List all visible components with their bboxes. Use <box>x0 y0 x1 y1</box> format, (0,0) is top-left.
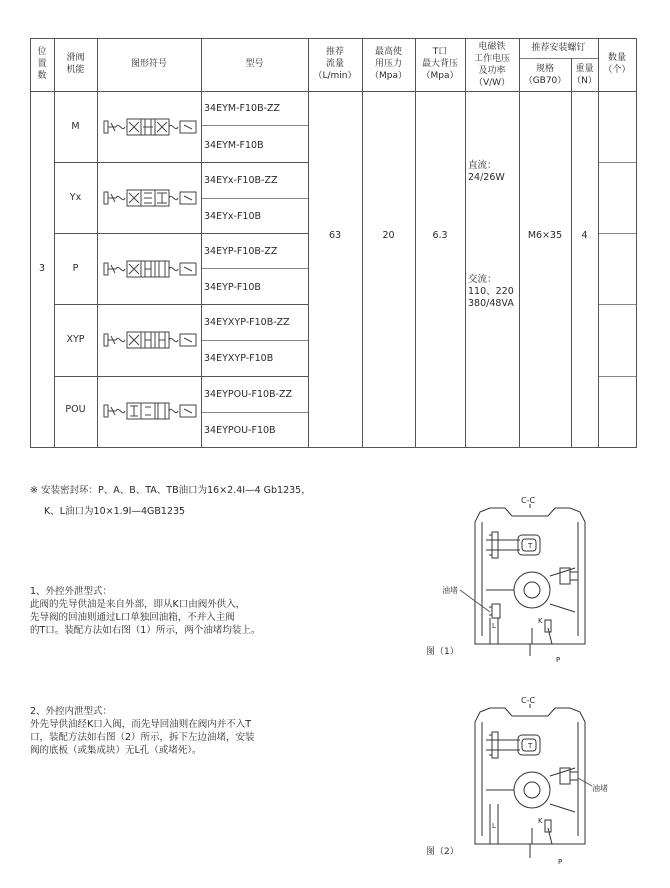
valve-symbol-xyp-icon <box>103 330 197 350</box>
header-symbol: 图形符号 <box>130 59 167 69</box>
figure-1 <box>420 494 610 672</box>
fig2-caption: 图（2） <box>426 847 459 857</box>
header-t-backpressure: T口 最大背压 （Mpa） <box>421 47 459 81</box>
model-row: 34EYM-F10B <box>204 140 264 151</box>
seal-note-line1: ※ 安装密封环：P、A、B、TA、TB油口为16×2.4Ⅰ—4 Gb1235， <box>30 485 311 496</box>
header-flow: 推荐 流量 （L/min） <box>313 47 357 81</box>
model-row: 34EYP-F10B-ZZ <box>204 246 278 257</box>
header-bolt-spec: 规格 （GB70） <box>523 64 567 86</box>
fig2-k-label: K <box>538 817 543 825</box>
internal-drain-line: 阀的底板（或集成块）无L孔（或堵死）。 <box>30 745 202 756</box>
header-max-pressure: 最高使 用压力 （Mpa） <box>370 47 407 81</box>
fig2-t-label: T <box>528 742 533 750</box>
backpressure-value: 6.3 <box>432 230 448 241</box>
header-spool-function: 滑阀 机能 <box>66 53 85 75</box>
model-row: 34EYx-F10B-ZZ <box>204 175 278 186</box>
header-solenoid: 电磁铁 工作电压 及功率 （V/W） <box>473 42 511 88</box>
voltage-dc: 直流： 24/26W <box>468 160 505 183</box>
header-bolt-qty: 重量 （N） <box>572 64 597 86</box>
model-row: 34EYM-F10B-ZZ <box>204 103 281 114</box>
fig1-p-label: P <box>556 656 561 664</box>
function-m: M <box>71 121 80 132</box>
fig2-section-label: C-C <box>521 696 536 705</box>
internal-drain-line: 口，装配方法如右图（2）所示，拆下左边油堵，安装 <box>30 732 255 743</box>
model-row: 34EYPOU-F10B-ZZ <box>204 389 292 400</box>
function-p: P <box>72 263 79 274</box>
model-row: 34EYXYP-F10B <box>204 353 274 364</box>
fig1-l-label: L <box>492 622 496 630</box>
header-quantity: 数量 （个） <box>603 53 631 75</box>
fig1-section-label: C-C <box>521 496 536 505</box>
seal-note-line2: K、L油口为10×1.9Ⅰ—4GB1235 <box>44 506 186 517</box>
valve-symbol-pou-icon <box>103 401 197 421</box>
model-row: 34EYPOU-F10B <box>204 425 276 436</box>
figure-2 <box>420 694 610 874</box>
flow-value: 63 <box>328 230 342 241</box>
external-drain-line: 的T口。装配方法如右图（1）所示，两个油堵均装上。 <box>30 625 261 636</box>
function-xyp: XYP <box>66 334 85 345</box>
header-model: 型号 <box>245 59 264 69</box>
header-position: 位 置 数 <box>37 47 47 81</box>
model-row: 34EYXYP-F10B-ZZ <box>204 317 290 328</box>
external-drain-line: 先导阀的回油则通过L口单独回油箱，不并入主阀 <box>30 612 235 623</box>
external-drain-title: 1、外控外泄型式： <box>30 586 113 597</box>
fig1-k-label: K <box>538 617 543 625</box>
bolt-spec-value: M6×35 <box>527 230 563 241</box>
fig2-l-label: L <box>492 822 496 830</box>
position-value: 3 <box>38 263 46 274</box>
internal-drain-title: 2、外控内泄型式： <box>30 706 113 717</box>
bolt-qty-value: 4 <box>581 230 588 241</box>
fig1-t-label: T <box>528 542 533 550</box>
fig1-plug-label: 油堵 <box>442 586 458 595</box>
model-row: 34EYP-F10B <box>204 282 261 293</box>
header-bolts: 推荐安装螺钉 <box>531 43 586 53</box>
function-yx: Yx <box>69 192 82 203</box>
valve-symbol-yx-icon <box>103 188 197 208</box>
model-row: 34EYx-F10B <box>204 211 262 222</box>
internal-drain-line: 外先导供油经K口入阀，而先导回油则在阀内并不入T <box>30 719 252 730</box>
external-drain-line: 此阀的先导供油是来自外部，即从K口由阀外供入， <box>30 599 246 610</box>
voltage-ac: 交流： 110、220 380/48VA <box>468 274 514 309</box>
function-pou: POU <box>65 404 86 415</box>
pressure-value: 20 <box>382 230 395 241</box>
valve-symbol-p-icon <box>103 259 197 279</box>
fig2-plug-label: 油堵 <box>592 784 608 793</box>
valve-symbol-m-icon <box>103 117 197 137</box>
fig1-caption: 图（1） <box>426 647 459 657</box>
fig2-p-label: P <box>558 858 563 866</box>
